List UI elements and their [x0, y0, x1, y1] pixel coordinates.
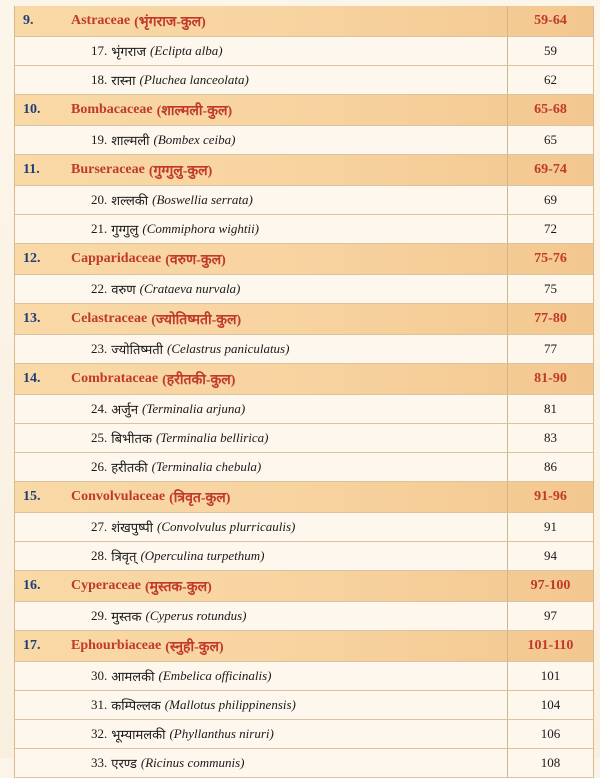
plant-latin-name: (Bombex ceiba) [153, 132, 236, 147]
plant-row [15, 453, 593, 482]
plant-row [15, 424, 593, 453]
family-row [15, 6, 593, 37]
family-hindi-name: (वरुण-कुल) [165, 252, 226, 268]
family-hindi-name: (गुग्गुलु-कुल) [148, 163, 213, 179]
plant-row [15, 275, 593, 304]
plant-latin-name: (Cyperus rotundus) [145, 608, 247, 623]
family-title [57, 155, 508, 185]
plant-row [15, 602, 593, 631]
plant-row [15, 186, 593, 215]
family-number: 17. [23, 638, 41, 653]
plant-entry [57, 513, 508, 541]
plant-hindi-name: शंखपुष्पी [111, 521, 154, 536]
plant-entry [57, 602, 508, 630]
plant-entry [57, 66, 508, 94]
plant-number: 33. [91, 755, 108, 770]
family-title [57, 304, 508, 334]
plant-latin-name: (Convolvulus plurricaulis) [157, 519, 296, 534]
plant-hindi-name: भूम्यामलकी [111, 728, 166, 743]
family-name: Ephourbiaceae [71, 638, 162, 653]
plant-entry [57, 662, 508, 690]
family-title [57, 482, 508, 512]
plant-number: 20. [91, 192, 108, 207]
plant-entry [57, 453, 508, 481]
family-name: Capparidaceae [71, 251, 162, 266]
family-hindi-name: (त्रिवृत-कुल) [169, 490, 231, 506]
plant-number: 30. [91, 668, 108, 683]
plant-page-number: 94 [544, 548, 557, 563]
plant-number: 25. [91, 430, 108, 445]
plant-page-number: 106 [540, 726, 561, 741]
plant-hindi-name: मुस्तक [111, 610, 142, 625]
plant-page-number: 108 [540, 755, 561, 770]
family-page-range: 59-64 [534, 13, 567, 28]
family-number: 11. [23, 162, 40, 177]
plant-hindi-name: भृंगराज [111, 45, 147, 60]
family-name: Cyperaceae [71, 578, 141, 593]
family-hindi-name: (भृंगराज-कुल) [134, 14, 206, 30]
plant-latin-name: (Pluchea lanceolata) [139, 72, 249, 87]
family-number: 14. [23, 371, 41, 386]
family-page-range: 77-80 [534, 311, 567, 326]
plant-hindi-name: गुग्गुलु [111, 223, 139, 238]
family-name: Celastraceae [71, 311, 148, 326]
family-name: Convolvulaceae [71, 489, 166, 504]
plant-entry [57, 395, 508, 423]
plant-row [15, 66, 593, 95]
plant-latin-name: (Boswellia serrata) [152, 192, 253, 207]
plant-number: 23. [91, 341, 108, 356]
plant-hindi-name: आमलकी [111, 670, 155, 685]
table-of-contents [14, 6, 594, 778]
plant-entry [57, 542, 508, 570]
plant-page-number: 77 [544, 341, 557, 356]
plant-latin-name: (Phyllanthus niruri) [169, 726, 274, 741]
plant-page-number: 81 [544, 401, 557, 416]
plant-row [15, 749, 593, 778]
plant-number: 22. [91, 281, 108, 296]
plant-row [15, 37, 593, 66]
plant-number: 28. [91, 548, 108, 563]
family-number: 12. [23, 251, 41, 266]
plant-hindi-name: शाल्मली [111, 134, 150, 149]
family-row [15, 95, 593, 126]
plant-row [15, 126, 593, 155]
plant-page-number: 83 [544, 430, 557, 445]
plant-page-number: 104 [540, 697, 561, 712]
plant-entry [57, 691, 508, 719]
plant-hindi-name: वरुण [111, 283, 136, 298]
plant-row [15, 542, 593, 571]
family-page-range: 75-76 [534, 251, 567, 266]
family-row [15, 155, 593, 186]
plant-entry [57, 335, 508, 363]
family-hindi-name: (मुस्तक-कुल) [144, 579, 212, 595]
plant-page-number: 59 [544, 43, 557, 58]
plant-row [15, 662, 593, 691]
plant-latin-name: (Terminalia bellirica) [155, 430, 269, 445]
plant-entry [57, 37, 508, 65]
plant-latin-name: (Operculina turpethum) [140, 548, 265, 563]
family-page-range: 101-110 [527, 638, 574, 653]
family-name: Combrataceae [71, 371, 159, 386]
plant-number: 24. [91, 401, 108, 416]
family-name: Burseraceae [71, 162, 145, 177]
plant-number: 19. [91, 132, 108, 147]
plant-hindi-name: हरीतकी [111, 461, 148, 476]
plant-row [15, 691, 593, 720]
plant-page-number: 75 [544, 281, 557, 296]
plant-hindi-name: ज्योतिष्मती [111, 343, 164, 358]
family-hindi-name: (स्नुही-कुल) [165, 639, 224, 655]
plant-number: 31. [91, 697, 108, 712]
plant-entry [57, 186, 508, 214]
plant-latin-name: (Ricinus communis) [140, 755, 245, 770]
plant-entry [57, 720, 508, 748]
plant-number: 32. [91, 726, 108, 741]
plant-page-number: 101 [540, 668, 561, 683]
plant-entry [57, 275, 508, 303]
plant-hindi-name: शल्लकी [111, 194, 149, 209]
family-hindi-name: (ज्योतिष्मती-कुल) [151, 312, 242, 328]
plant-entry [57, 749, 508, 777]
plant-entry [57, 424, 508, 452]
family-title [57, 571, 508, 601]
family-hindi-name: (हरीतकी-कुल) [162, 372, 236, 388]
plant-entry [57, 126, 508, 154]
family-title [57, 244, 508, 274]
plant-hindi-name: बिभीतक [111, 432, 152, 447]
plant-row [15, 395, 593, 424]
family-name: Astraceae [71, 13, 131, 28]
plant-page-number: 65 [544, 132, 557, 147]
family-row [15, 304, 593, 335]
plant-page-number: 91 [544, 519, 557, 534]
family-row [15, 571, 593, 602]
plant-hindi-name: एरण्ड [111, 757, 137, 772]
family-page-range: 81-90 [534, 371, 567, 386]
family-name: Bombacaceae [71, 102, 153, 117]
plant-number: 18. [91, 72, 108, 87]
family-row [15, 244, 593, 275]
plant-latin-name: (Celastrus paniculatus) [167, 341, 290, 356]
plant-number: 26. [91, 459, 108, 474]
family-hindi-name: (शाल्मली-कुल) [156, 103, 233, 119]
plant-number: 17. [91, 43, 108, 58]
family-page-range: 65-68 [534, 102, 567, 117]
family-page-range: 69-74 [534, 162, 567, 177]
plant-page-number: 97 [544, 608, 557, 623]
plant-hindi-name: कम्पिल्लक [111, 699, 161, 714]
family-title [57, 631, 508, 661]
plant-latin-name: (Terminalia chebula) [151, 459, 262, 474]
plant-entry [57, 215, 508, 243]
family-row [15, 482, 593, 513]
family-page-range: 91-96 [534, 489, 567, 504]
plant-latin-name: (Eclipta alba) [150, 43, 223, 58]
family-number: 13. [23, 311, 41, 326]
plant-page-number: 72 [544, 221, 557, 236]
plant-latin-name: (Crataeva nurvala) [139, 281, 241, 296]
plant-hindi-name: रास्ना [111, 74, 136, 89]
plant-latin-name: (Terminalia arjuna) [142, 401, 246, 416]
family-row [15, 631, 593, 662]
plant-latin-name: (Commiphora wightii) [142, 221, 260, 236]
plant-number: 21. [91, 221, 108, 236]
plant-row [15, 513, 593, 542]
family-number: 16. [23, 578, 41, 593]
family-title [57, 95, 508, 125]
plant-row [15, 720, 593, 749]
plant-latin-name: (Mallotus philippinensis) [164, 697, 296, 712]
family-number: 9. [23, 13, 34, 28]
plant-page-number: 62 [544, 72, 557, 87]
plant-latin-name: (Embelica officinalis) [158, 668, 272, 683]
plant-page-number: 86 [544, 459, 557, 474]
family-title [57, 364, 508, 394]
family-row [15, 364, 593, 395]
plant-number: 27. [91, 519, 108, 534]
plant-page-number: 69 [544, 192, 557, 207]
plant-number: 29. [91, 608, 108, 623]
plant-hindi-name: अर्जुन [111, 403, 139, 418]
plant-row [15, 335, 593, 364]
plant-row [15, 215, 593, 244]
family-title [57, 6, 508, 36]
family-number: 10. [23, 102, 41, 117]
family-page-range: 97-100 [530, 578, 571, 593]
plant-hindi-name: त्रिवृत् [111, 550, 137, 565]
family-number: 15. [23, 489, 41, 504]
